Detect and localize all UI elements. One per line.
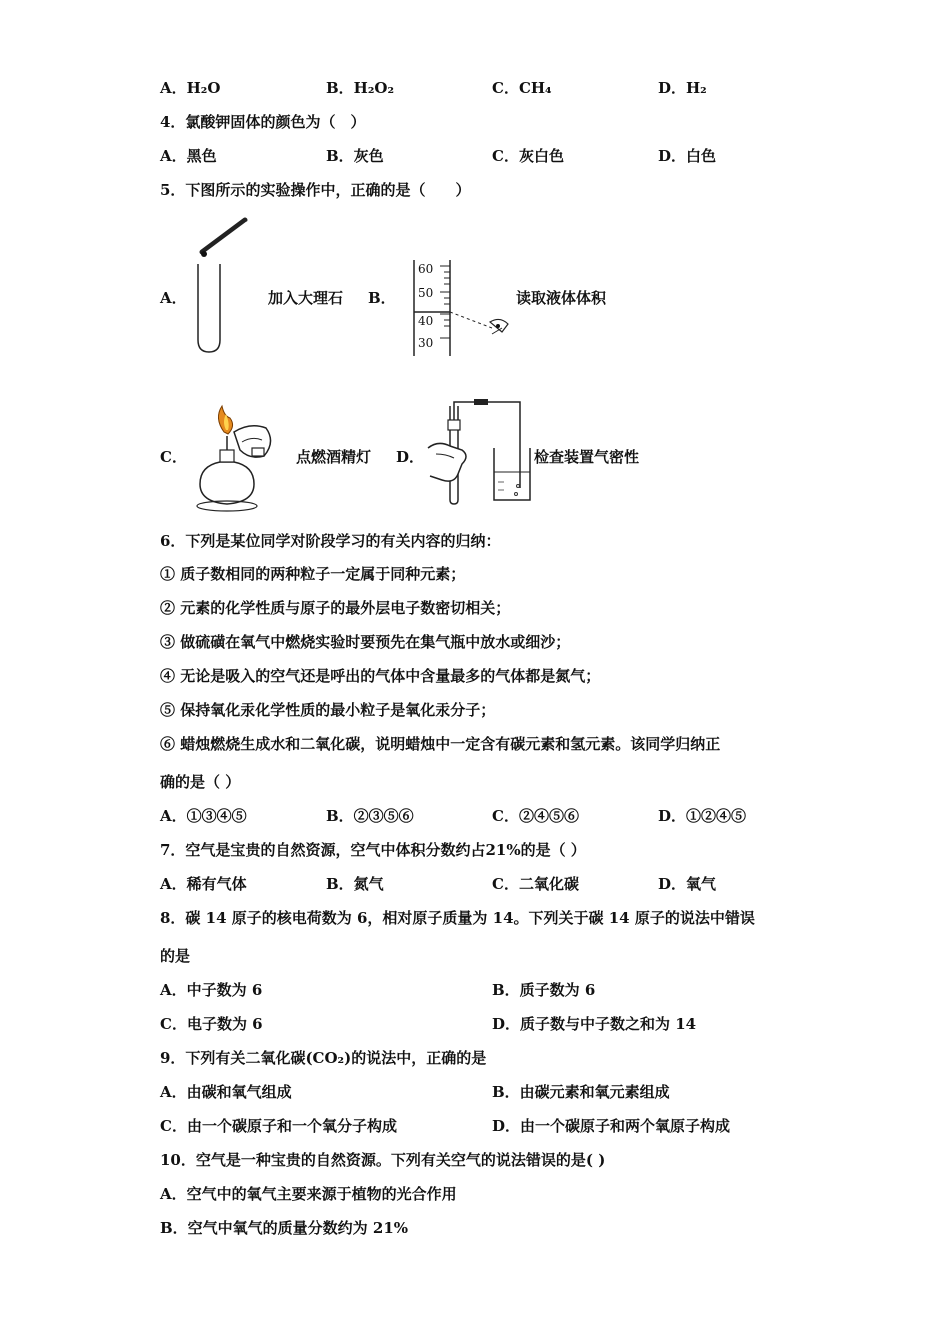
q6-stem: 6．下列是某位同学对阶段学习的有关内容的归纳：: [160, 532, 501, 550]
q7-options: [160, 874, 800, 894]
q9-option-c[interactable]: C．由一个碳原子和一个氧分子构成: [160, 1117, 397, 1135]
q7-option-d[interactable]: D．氧气: [658, 875, 717, 893]
q9-options-row-1: [160, 1082, 800, 1102]
airtightness-figure: [424, 396, 534, 508]
q4-option-c[interactable]: C．灰白色: [492, 147, 564, 165]
cylinder-tick-50: 50: [418, 286, 434, 300]
q5-stem: 5．下图所示的实验操作中，正确的是（ ）: [160, 181, 471, 199]
q6-item-3: ③ 做硫磺在氧气中燃烧实验时要预先在集气瓶中放水或细沙；: [160, 633, 571, 651]
q6-item-4: ④ 无论是吸入的空气还是呼出的气体中含量最多的气体都是氮气；: [160, 667, 601, 685]
cylinder-tick-40: 40: [418, 314, 434, 328]
q8-continuation: 的是: [160, 947, 191, 965]
q4-options: [160, 146, 800, 166]
q8-options-row-2: [160, 1014, 800, 1034]
q6-item-5: ⑤ 保持氧化汞化学性质的最小粒子是氧化汞分子；: [160, 701, 496, 719]
q5-caption-b: 读取液体体积: [516, 289, 607, 307]
q10-option-a[interactable]: A．空气中的氧气主要来源于植物的光合作用: [160, 1185, 457, 1203]
cylinder-tick-60: 60: [418, 262, 434, 276]
q9-option-a[interactable]: A．由碳和氧气组成: [160, 1083, 292, 1101]
q6-item-6: ⑥ 蜡烛燃烧生成水和二氧化碳，说明蜡烛中一定含有碳元素和氢元素。该同学归纳正: [160, 735, 721, 753]
q6-options: [160, 806, 800, 826]
alcohol-lamp-figure: [190, 402, 282, 514]
q4-option-b[interactable]: B．灰色: [326, 147, 384, 165]
q8-option-c[interactable]: C．电子数为 6: [160, 1015, 263, 1033]
q10-option-b[interactable]: B．空气中氧气的质量分数约为 21%: [160, 1219, 409, 1237]
q6-option-d[interactable]: D．①②④⑤: [658, 807, 747, 825]
q9-option-d[interactable]: D．由一个碳原子和两个氧原子构成: [492, 1117, 731, 1135]
q5-option-d[interactable]: D．: [396, 448, 425, 466]
cylinder-tick-30: 30: [418, 336, 434, 350]
q10-stem: 10．空气是一种宝贵的自然资源。下列有关空气的说法错误的是( ): [160, 1151, 606, 1169]
q8-stem: 8．碳 14 原子的核电荷数为 6，相对原子质量为 14。下列关于碳 14 原子的说法中错误: [160, 909, 755, 927]
q7-option-c[interactable]: C．二氧化碳: [492, 875, 579, 893]
q3-options: [160, 78, 800, 98]
q3-option-d[interactable]: D．H₂: [658, 79, 707, 97]
q6-option-c[interactable]: C．②④⑤⑥: [492, 807, 579, 825]
q9-options-row-2: [160, 1116, 800, 1136]
q9-option-b[interactable]: B．由碳元素和氧元素组成: [492, 1083, 670, 1101]
q6-item-1: ① 质子数相同的两种粒子一定属于同种元素；: [160, 565, 466, 583]
q8-option-b[interactable]: B．质子数为 6: [492, 981, 596, 999]
q3-option-b[interactable]: B．H₂O₂: [326, 79, 395, 97]
q7-option-a[interactable]: A．稀有气体: [160, 875, 247, 893]
q6-continuation: 确的是（ ）: [160, 773, 241, 791]
q9-stem: 9．下列有关二氧化碳(CO₂)的说法中，正确的是: [160, 1049, 487, 1067]
q5-option-c[interactable]: C．: [160, 448, 187, 466]
q6-item-2: ② 元素的化学性质与原子的最外层电子数密切相关；: [160, 599, 511, 617]
test-tube-figure: [190, 212, 270, 357]
q4-stem: 4．氯酸钾固体的颜色为（ ）: [160, 113, 366, 131]
q5-caption-c: 点燃酒精灯: [296, 448, 372, 466]
q5-option-a[interactable]: A．: [160, 289, 187, 307]
q8-options-row-1: [160, 980, 800, 1000]
q5-caption-d: 检查装置气密性: [534, 448, 640, 466]
q7-option-b[interactable]: B．氮气: [326, 875, 384, 893]
q7-stem: 7．空气是宝贵的自然资源，空气中体积分数约占21%的是（ ）: [160, 841, 586, 859]
q6-option-a[interactable]: A．①③④⑤: [160, 807, 247, 825]
q6-option-b[interactable]: B．②③⑤⑥: [326, 807, 414, 825]
q8-option-a[interactable]: A．中子数为 6: [160, 981, 263, 999]
q3-option-c[interactable]: C．CH₄: [492, 79, 552, 97]
q5-caption-a: 加入大理石: [268, 289, 344, 307]
q4-option-a[interactable]: A．黑色: [160, 147, 217, 165]
q4-option-d[interactable]: D．白色: [658, 147, 717, 165]
q3-option-a[interactable]: A．H₂O: [160, 79, 221, 97]
q5-option-b[interactable]: B．: [368, 289, 396, 307]
q8-option-d[interactable]: D．质子数与中子数之和为 14: [492, 1015, 697, 1033]
